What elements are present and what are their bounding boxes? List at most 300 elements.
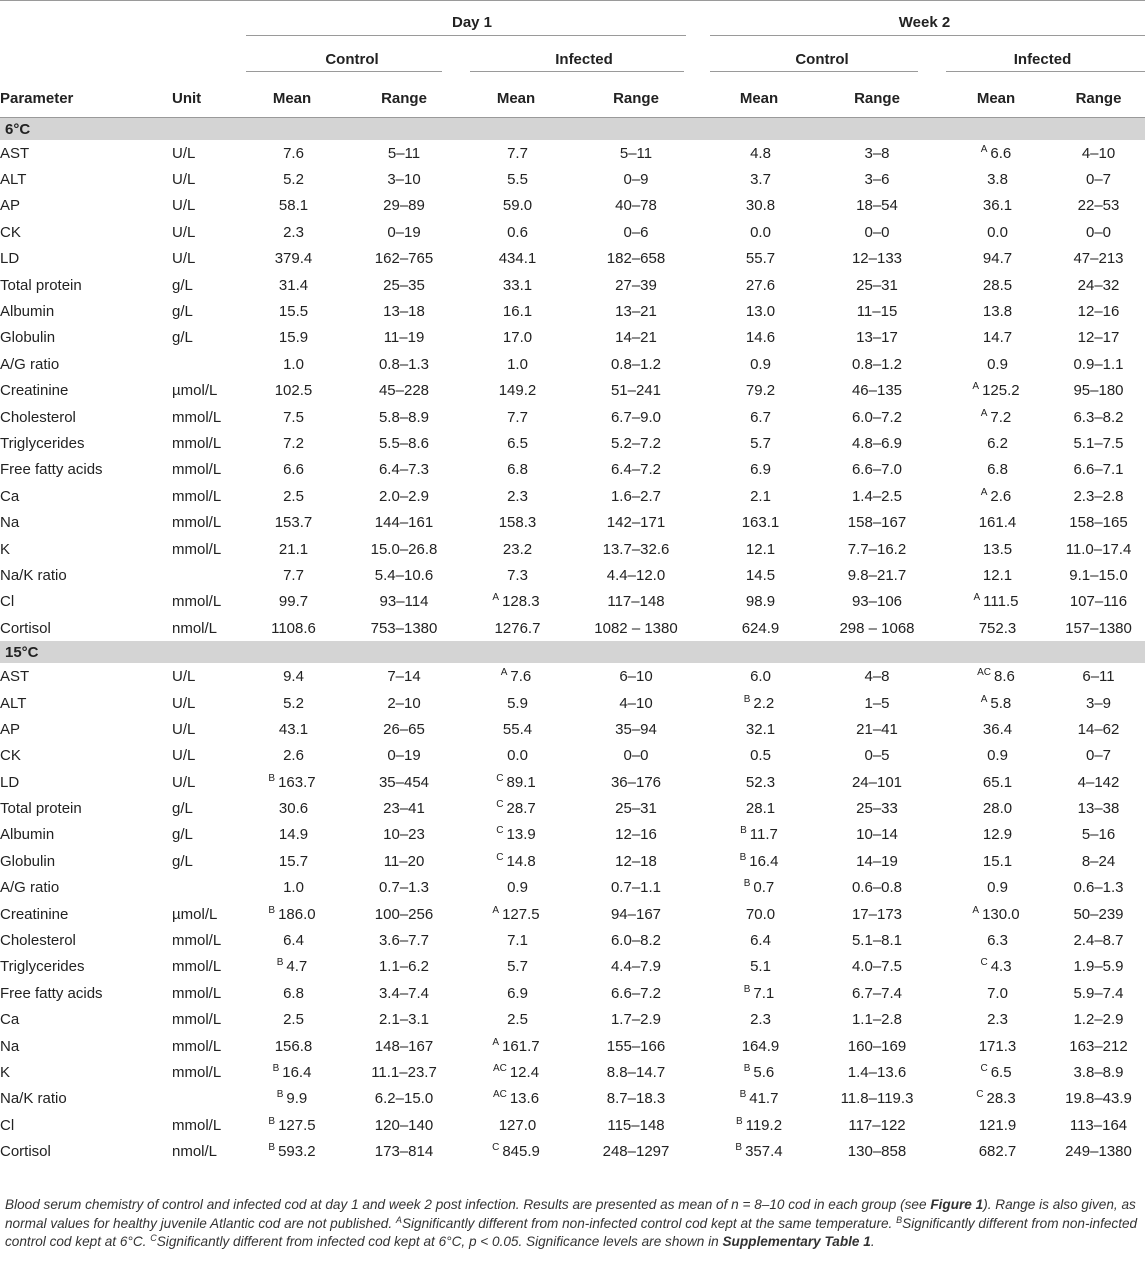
range-cell: 107–116 [1069,593,1128,611]
range-cell: 7.7–16.2 [847,540,907,558]
unit-cell: U/L [172,171,196,189]
range-cell: 158–167 [847,514,907,532]
mean-cell [240,1059,344,1085]
range-cell: 50–239 [1073,905,1124,923]
mean-value: 161.4 [978,514,1017,532]
mean-cell [240,193,344,219]
mean-value: 2.5 [283,487,304,505]
range-cell: 13–17 [856,329,898,347]
range-cell: 93–106 [851,593,903,611]
parameter-cell: LD [0,773,20,791]
mean-value: 9.9 [286,1090,308,1108]
mean-cell [940,822,1052,848]
section-label: 15°C [0,641,1145,663]
range-cell: 27–39 [615,276,657,294]
significance-marker: B [743,878,751,890]
table-row [0,1059,1145,1085]
parameter-cell: AP [0,720,21,738]
mean-value: 13.8 [982,303,1013,321]
mean-cell [464,483,568,509]
table-row [0,404,1145,430]
table-row [0,663,1145,689]
range-cell: 19.8–43.9 [1065,1090,1132,1108]
table-row [0,483,1145,509]
mean-cell [940,795,1052,821]
mean-value: 2.1 [750,487,771,505]
range-cell: 115–148 [607,1116,665,1134]
mean-value: 55.7 [745,250,776,268]
mean-value: 164.9 [741,1037,780,1055]
mean-value: 0.9 [987,747,1008,765]
range-cell: 4–10 [619,694,653,712]
mean-value: 13.9 [506,826,536,844]
mean-cell [704,1112,814,1138]
mean-cell [704,769,814,795]
mean-value: 4.7 [286,958,308,976]
range-cell: 95–180 [1073,382,1124,400]
range-cell: 5.1–7.5 [1073,434,1124,452]
mean-cell [940,325,1052,351]
mean-value: 14.7 [982,329,1013,347]
mean-value: 7.0 [987,984,1008,1002]
mean-cell [704,1033,814,1059]
mean-cell [464,927,568,953]
significance-marker: B [743,693,751,705]
unit-cell: mmol/L [172,1063,222,1081]
range-cell: 100–256 [374,905,434,923]
significance-marker: B [743,983,751,995]
mean-value: 28.1 [745,800,776,818]
mean-cell [940,378,1052,404]
mean-value: 158.3 [498,514,537,532]
mean-value: 13.0 [745,303,776,321]
table-row [0,822,1145,848]
mean-cell [240,1007,344,1033]
range-cell: 142–171 [606,514,666,532]
parameter-cell: K [0,1063,11,1081]
range-cell: 158–165 [1069,514,1128,532]
mean-cell [240,483,344,509]
significance-marker: A [980,486,988,498]
range-cell: 6.2–15.0 [374,1090,434,1108]
mean-cell [704,140,814,166]
mean-value: 2.2 [753,694,775,712]
range-cell: 4.4–7.9 [610,958,662,976]
section-header-row [0,641,1145,663]
mean-value: 28.5 [982,276,1013,294]
mean-value: 12.1 [982,566,1013,584]
header-day1-infected: Infected [464,41,704,79]
column-header-range: Range [381,89,427,107]
range-cell: 0.9–1.1 [1073,355,1124,373]
table-row [0,1086,1145,1112]
mean-value: 357.4 [745,1143,783,1161]
mean-cell [940,1112,1052,1138]
range-cell: 1.9–5.9 [1073,958,1124,976]
parameter-cell: Cortisol [0,1143,51,1161]
mean-cell [240,901,344,927]
range-cell: 0.7–1.1 [610,879,662,897]
unit-cell: U/L [172,747,196,765]
significance-marker: A [972,904,980,916]
mean-value: 2.3 [507,487,528,505]
mean-cell [240,1033,344,1059]
parameter-cell: Globulin [0,852,56,870]
mean-cell [464,743,568,769]
range-cell: 6–10 [619,668,653,686]
range-cell: 0–19 [387,223,421,241]
mean-value: 8.6 [994,668,1015,686]
mean-cell [940,875,1052,901]
mean-value: 171.3 [978,1037,1017,1055]
mean-value: 0.6 [507,223,528,241]
mean-value: 5.2 [283,694,304,712]
mean-cell [240,325,344,351]
mean-cell [704,272,814,298]
range-cell: 25–33 [856,800,898,818]
mean-cell [240,822,344,848]
parameter-cell: AST [0,144,30,162]
mean-cell [704,298,814,324]
mean-value: 119.2 [745,1116,783,1134]
mean-value: 7.6 [283,144,304,162]
table-row [0,1138,1145,1164]
table-row [0,1112,1145,1138]
significance-marker: C [980,1062,988,1074]
range-cell: 3.4–7.4 [378,984,430,1002]
mean-value: 7.1 [753,984,775,1002]
unit-cell: U/L [172,773,196,791]
unit-cell: U/L [172,668,196,686]
range-cell: 10–14 [856,826,898,844]
mean-cell [940,769,1052,795]
mean-value: 30.6 [278,800,309,818]
range-cell: 6.3–8.2 [1073,408,1124,426]
mean-value: 2.3 [987,1011,1008,1029]
parameter-cell: Total protein [0,276,82,294]
mean-cell [940,615,1052,641]
range-cell: 5–16 [1081,826,1116,844]
range-cell: 11.8–119.3 [840,1090,914,1108]
range-cell: 10–23 [383,826,425,844]
mean-value: 379.4 [274,250,313,268]
range-cell: 0.8–1.3 [378,355,430,373]
mean-value: 5.8 [990,694,1012,712]
significance-marker: B [268,772,276,784]
column-header-range: Range [613,89,659,107]
mean-value: 7.5 [283,408,304,426]
mean-cell [464,536,568,562]
range-cell: 6.7–9.0 [610,408,662,426]
mean-value: 14.5 [745,566,776,584]
mean-cell [940,193,1052,219]
mean-value: 0.9 [987,879,1008,897]
table-row [0,1007,1145,1033]
range-cell: 6.6–7.2 [610,984,662,1002]
unit-cell: nmol/L [172,1143,218,1161]
mean-value: 6.3 [987,932,1008,950]
mean-cell [464,325,568,351]
mean-cell [464,272,568,298]
range-cell: 2.1–3.1 [378,1011,430,1029]
mean-value: 14.9 [278,826,309,844]
parameter-cell: Triglycerides [0,958,85,976]
unit-cell: mmol/L [172,593,222,611]
mean-cell [704,193,814,219]
mean-value: 127.5 [278,1116,316,1134]
mean-cell [240,589,344,615]
unit-cell: U/L [172,250,196,268]
mean-cell [464,1086,568,1112]
range-cell: 13–21 [615,303,657,321]
range-cell: 21–41 [856,720,898,738]
range-cell: 6.6–7.1 [1073,461,1124,479]
significance-marker: C [980,957,988,969]
mean-value: 23.2 [502,540,533,558]
range-cell: 0.6–0.8 [851,879,903,897]
mean-cell [464,298,568,324]
mean-value: 36.4 [982,720,1013,738]
parameter-cell: LD [0,250,20,268]
unit-cell [152,351,240,377]
mean-cell [240,769,344,795]
parameter-cell: Creatinine [0,382,69,400]
mean-cell [940,246,1052,272]
mean-cell [704,378,814,404]
mean-cell [240,536,344,562]
mean-value: 28.3 [986,1090,1016,1108]
range-cell: 4.4–12.0 [606,566,666,584]
mean-cell [464,615,568,641]
range-cell: 11.1–23.7 [371,1063,437,1081]
range-cell: 35–94 [615,720,657,738]
range-cell: 9.8–21.7 [847,566,907,584]
parameter-cell: Cholesterol [0,932,76,950]
table-row [0,457,1145,483]
table-row [0,351,1145,377]
significance-marker: A [973,592,981,604]
mean-cell [704,219,814,245]
mean-value: 16.4 [749,852,779,870]
mean-cell [464,690,568,716]
mean-cell [464,980,568,1006]
table-row [0,166,1145,192]
mean-cell [940,848,1052,874]
parameter-cell: A/G ratio [0,879,60,897]
unit-cell: mmol/L [172,1116,222,1134]
mean-cell [940,1033,1052,1059]
mean-value: 7.7 [507,408,528,426]
significance-marker: A [972,381,980,393]
mean-cell [240,404,344,430]
parameter-cell: Cl [0,1116,15,1134]
significance-marker: B [276,957,284,969]
mean-cell [940,589,1052,615]
range-cell: 11–19 [383,329,425,347]
significance-marker: A [492,592,500,604]
mean-cell [704,822,814,848]
table-row [0,690,1145,716]
mean-value: 5.7 [750,434,771,452]
range-cell: 3–9 [1085,694,1112,712]
range-cell: 0–0 [864,223,890,241]
mean-cell [704,1059,814,1085]
mean-value: 7.7 [507,144,528,162]
mean-cell [940,219,1052,245]
parameter-cell: Cl [0,593,15,611]
range-cell: 12–17 [1077,329,1120,347]
mean-cell [240,298,344,324]
mean-value: 0.0 [987,223,1008,241]
mean-cell [940,980,1052,1006]
section-label: 6°C [0,118,1145,141]
range-cell: 298 – 1068 [839,619,915,637]
range-cell: 13.7–32.6 [602,540,670,558]
mean-cell [240,1138,344,1164]
mean-value: 0.9 [750,355,771,373]
significance-marker: C [496,799,504,811]
table-row [0,140,1145,166]
range-cell: 5.8–8.9 [378,408,430,426]
mean-value: 6.9 [507,984,528,1002]
mean-cell [464,193,568,219]
unit-cell: mmol/L [172,1011,222,1029]
mean-value: 6.8 [507,461,528,479]
mean-cell [464,562,568,588]
range-cell: 6.7–7.4 [851,984,903,1002]
mean-cell [940,457,1052,483]
range-cell: 29–89 [383,197,425,215]
mean-cell [940,272,1052,298]
parameter-cell: Ca [0,1011,20,1029]
mean-cell [464,1112,568,1138]
mean-value: 11.7 [749,826,778,844]
range-cell: 2–10 [387,694,421,712]
mean-value: 5.7 [507,958,528,976]
significance-marker: B [739,1089,747,1101]
mean-value: 156.8 [274,1037,313,1055]
mean-value: 99.7 [278,593,309,611]
mean-cell [940,562,1052,588]
mean-cell [240,378,344,404]
mean-value: 59.0 [502,197,533,215]
range-cell: 11–15 [856,303,898,321]
parameter-cell: Free fatty acids [0,461,103,479]
range-cell: 18–54 [856,197,898,215]
mean-value: 2.6 [283,747,304,765]
table-row [0,193,1145,219]
range-cell: 2.3–2.8 [1073,487,1124,505]
table-row [0,769,1145,795]
mean-cell [940,166,1052,192]
mean-value: 98.9 [745,593,776,611]
mean-cell [240,509,344,535]
parameter-cell: A/G ratio [0,355,60,373]
significance-marker: B [740,825,747,837]
column-header-range: Range [854,89,900,107]
range-cell: 0–0 [623,747,649,765]
range-cell: 6.6–7.0 [851,461,903,479]
range-cell: 6–11 [1082,668,1115,686]
parameter-cell: Creatinine [0,905,69,923]
mean-value: 15.7 [278,852,309,870]
mean-value: 121.9 [978,1116,1017,1134]
range-cell: 4–10 [1081,144,1116,162]
mean-cell [464,430,568,456]
significance-marker: A [492,904,500,916]
parameter-cell: Globulin [0,329,56,347]
significance-marker: A [980,693,988,705]
mean-value: 21.1 [278,540,309,558]
mean-cell [940,954,1052,980]
mean-value: 7.3 [507,566,528,584]
range-cell: 1.1–6.2 [378,958,430,976]
parameter-cell: Free fatty acids [0,984,103,1002]
mean-cell [704,536,814,562]
mean-cell [240,140,344,166]
parameter-cell: Ca [0,487,20,505]
range-cell: 5–11 [619,144,653,162]
significance-marker: C [496,851,504,863]
parameter-cell: CK [0,747,21,765]
parameter-cell: ALT [0,171,27,189]
mean-cell [464,166,568,192]
table-row [0,795,1145,821]
range-cell: 173–814 [374,1143,434,1161]
mean-value: 6.5 [507,434,528,452]
parameter-cell: Na/K ratio [0,566,67,584]
mean-cell [704,795,814,821]
mean-value: 6.7 [750,408,771,426]
significance-marker: C [976,1089,984,1101]
mean-value: 32.1 [745,720,776,738]
mean-cell [704,980,814,1006]
range-cell: 24–101 [851,773,903,791]
range-cell: 2.0–2.9 [378,487,430,505]
range-cell: 12–18 [615,852,657,870]
mean-value: 6.4 [750,932,771,950]
table-row [0,980,1145,1006]
mean-cell [704,1086,814,1112]
mean-cell [464,378,568,404]
header-day1-control: Control [240,41,464,79]
mean-cell [704,404,814,430]
range-cell: 13–18 [383,303,425,321]
range-cell: 13–38 [1077,800,1120,818]
table-row [0,848,1145,874]
header-week2-infected: Infected [940,41,1145,79]
mean-cell [704,351,814,377]
mean-cell [940,743,1052,769]
range-cell: 1082 – 1380 [594,619,678,637]
range-cell: 14–62 [1077,720,1120,738]
mean-value: 6.6 [990,144,1012,162]
range-cell: 4.8–6.9 [851,434,903,452]
mean-value: 125.2 [982,382,1020,400]
range-cell: 157–1380 [1065,619,1132,637]
mean-cell [940,536,1052,562]
mean-value: 58.1 [278,197,309,215]
mean-cell [940,901,1052,927]
mean-cell [940,483,1052,509]
unit-cell: U/L [172,223,196,241]
range-cell: 0–7 [1085,171,1112,189]
mean-cell [464,954,568,980]
column-header-range: Range [1075,89,1122,107]
range-cell: 8.8–14.7 [606,1063,666,1081]
parameter-cell: Na [0,514,20,532]
range-cell: 25–35 [383,276,425,294]
